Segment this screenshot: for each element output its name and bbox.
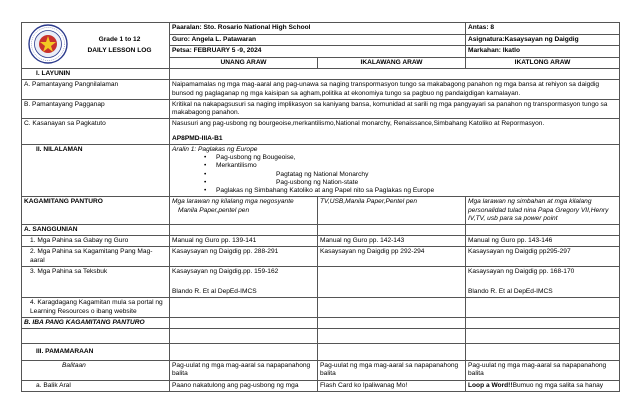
reference-day1: [170, 266, 318, 297]
topic-item: • Pagtatag ng National Monarchy: [216, 171, 617, 179]
log-title: DAILY LESSON LOG: [87, 46, 152, 54]
reference-day2: [318, 298, 466, 317]
iba-pang-blank-row: [22, 329, 620, 344]
reference-day1-author: Blando R. Et al DepEd-IMCS: [172, 288, 257, 296]
objective-c-label: C. Kasanayan sa Pagkatuto: [22, 119, 170, 144]
reference-day2: Kasaysayan ng Daigdig pp 292-294: [318, 247, 466, 266]
reference-day1: Kasaysayan ng Daigdig pp. 288-291: [170, 247, 318, 266]
reference-day3-author: Blando R. Et al DepEd-IMCS: [468, 288, 553, 296]
day3-header: IKATLONG ARAW: [466, 57, 620, 69]
school-cell: Paaralan: Sto. Rosario National High School: [170, 23, 466, 35]
reference-day3-text: Kasaysayan ng Daigdig pp. 168-170: [468, 267, 575, 275]
balik-aral-row: [22, 380, 620, 391]
reference-label: 3. Mga Pahina sa Teksbuk: [22, 266, 170, 297]
layunin-heading: I. LAYUNIN: [22, 69, 170, 80]
topic-item: • Merkantilismo: [216, 162, 617, 170]
deped-seal-icon: [28, 24, 68, 64]
objective-a-label: A. Pamantayang Pangnilalaman: [22, 80, 170, 99]
iba-pang-blank-1: [170, 329, 318, 344]
reference-day1-text: Kasaysayan ng Daigdig.pp. 159-162: [172, 267, 279, 275]
materials-day3: Mga larawan ng simbahan at mga kilalang personalidad tulad nina Papa Gregory VII,Henry IV,TV, usb para sa power point: [466, 197, 620, 225]
balik-aral-label: a. Balik Aral: [22, 380, 170, 391]
materials-day1-text: Mga larawan ng kilalang mga negosyante: [172, 198, 294, 206]
lesson-title: Aralin 1: Paglakas ng Europe: [172, 145, 258, 153]
topic-item: • Pag-usbong ng Nation-state: [216, 179, 617, 187]
logo-grade-layout: [24, 24, 167, 67]
reference-day2: Manual ng Guro pp. 142-143: [318, 236, 466, 247]
header-logo-cell: [22, 23, 170, 69]
layunin-row: [22, 69, 620, 80]
iba-pang-row: [22, 317, 620, 328]
sanggunian-empty-1: [170, 224, 318, 235]
reference-day3: Manual ng Guro pp. 143-146: [466, 236, 620, 247]
balitaan-label: Balitaan: [22, 361, 170, 380]
day1-header: UNANG ARAW: [170, 57, 318, 69]
iba-pang-day1: [170, 317, 318, 328]
balik-aral-day3: [466, 380, 620, 391]
objective-a-row: [22, 80, 620, 99]
objective-c-cell: [170, 119, 620, 144]
iba-pang-blank-3: [466, 329, 620, 344]
reference-day2: [318, 266, 466, 297]
materials-heading: KAGAMITANG PANTURO: [22, 197, 170, 225]
pamamaraan-day2: [318, 344, 466, 361]
sanggunian-heading: A. SANGGUNIAN: [22, 224, 170, 235]
balik-aral-day3-text: Bumuo ng mga salita sa hanay: [512, 381, 604, 389]
grade-title-holder: [72, 24, 167, 67]
level-cell: Antas: 8: [466, 23, 620, 35]
sanggunian-row: [22, 224, 620, 235]
pamamaraan-row: [22, 344, 620, 361]
daily-lesson-log-table: [21, 22, 620, 392]
iba-pang-day3: [466, 317, 620, 328]
objective-b-text: Kritikal na nakapagsusuri sa naging implikasyon sa kaniyang bansa, komunidad at sarili ng mga pangyayari sa panahon ng transpormasyon tungo sa makabagong panahon.: [170, 99, 620, 118]
reference-day1: [170, 298, 318, 317]
competency-code: AP8PMD-IIIA-B1: [172, 134, 223, 142]
iba-pang-day2: [318, 317, 466, 328]
date-cell: Petsa: FEBRUARY 5 -9, 2024: [170, 46, 466, 58]
content-cell: [170, 144, 620, 196]
balik-aral-day1: Paano nakatulong ang pag-usbong ng mga: [170, 380, 318, 391]
teacher-cell: Guro: Angela L. Patawaran: [170, 34, 466, 46]
nilalaman-heading: II. NILALAMAN: [22, 144, 170, 196]
reference-day3: [466, 266, 620, 297]
iba-pang-heading: B. IBA PANG KAGAMITANG PANTURO: [22, 317, 170, 328]
reference-row-3: [22, 266, 620, 297]
sanggunian-empty-2: [318, 224, 466, 235]
reference-day1: Manual ng Guro pp. 139-141: [170, 236, 318, 247]
topic-list: [172, 154, 617, 195]
objective-c-text: Nasusuri ang pag-usbong ng bourgeoise,merkantilismo,National monarchy, Renaissance,Simbahang Katoliko at Repormasyon.: [172, 120, 545, 128]
logo-holder: [24, 24, 72, 67]
layunin-empty: [170, 69, 620, 80]
reference-row-2: [22, 247, 620, 266]
iba-pang-blank-2: [318, 329, 466, 344]
grade-label: Grade 1 to 12: [98, 36, 141, 44]
objective-b-row: [22, 99, 620, 118]
balitaan-row: [22, 361, 620, 380]
reference-day3: [466, 298, 620, 317]
balitaan-day1: Pag-uulat ng mga mag-aaral sa napapanahong balita: [170, 361, 318, 380]
objective-c-row: [22, 119, 620, 144]
reference-row-1: [22, 236, 620, 247]
materials-day1-extra: Manila Paper,pentel pen: [178, 206, 250, 214]
reference-label: 4. Karagdagang Kagamitan mula sa portal ng Learning Resources o ibang website: [22, 298, 170, 317]
iba-pang-blank: [22, 329, 170, 344]
pamamaraan-day1: [170, 344, 318, 361]
balik-aral-day3-activity: Loop a Word!!: [468, 381, 513, 389]
pamamaraan-heading: III. PAMAMARAAN: [22, 344, 170, 361]
day2-header: IKALAWANG ARAW: [318, 57, 466, 69]
balitaan-day3: Pag-uulat ng mga mag-aaral sa napapanahong balita: [466, 361, 620, 380]
materials-day1: [170, 197, 318, 225]
materials-row: [22, 197, 620, 225]
balik-aral-day2: Flash Card ko Ipaliwanag Mo!: [318, 380, 466, 391]
balitaan-day2: Pag-uulat ng mga mag-aaral sa napapanahong balita: [318, 361, 466, 380]
subject-cell: Asignatura:Kasaysayan ng Daigdig: [466, 34, 620, 46]
sanggunian-empty-3: [466, 224, 620, 235]
pamamaraan-day3: [466, 344, 620, 361]
reference-row-4: [22, 298, 620, 317]
topic-item: • Pag-usbong ng Bougeoise,: [216, 154, 617, 162]
materials-day2: TV,USB,Manila Paper,Pentel pen: [318, 197, 466, 225]
objective-a-text: Naipamamalas ng mga mag-aaral ang pag-unawa sa naging transpormasyon tungo sa makabagong panahon ng mga bansa at rehiyon sa daigdig bunsod ng paglaganap ng mga kaisipan sa agham,politika at ekonomiya tungo sa pagbuo ng pandaigdigan kamalayan.: [170, 80, 620, 99]
quarter-cell: Markahan: Ikatlo: [466, 46, 620, 58]
objective-b-label: B. Pamantayang Pagganap: [22, 99, 170, 118]
reference-label: 1. Mga Pahina sa Gabay ng Guro: [22, 236, 170, 247]
nilalaman-row: [22, 144, 620, 196]
reference-day3: Kasaysayan ng Daigdig pp295-297: [466, 247, 620, 266]
header-row-1: [22, 23, 620, 35]
reference-label: 2. Mga Pahina sa Kagamitang Pang Mag-aaral: [22, 247, 170, 266]
topic-item: • Paglakas ng Simbahang Katoliko at ang Papel nito sa Paglakas ng Europe: [216, 187, 617, 195]
